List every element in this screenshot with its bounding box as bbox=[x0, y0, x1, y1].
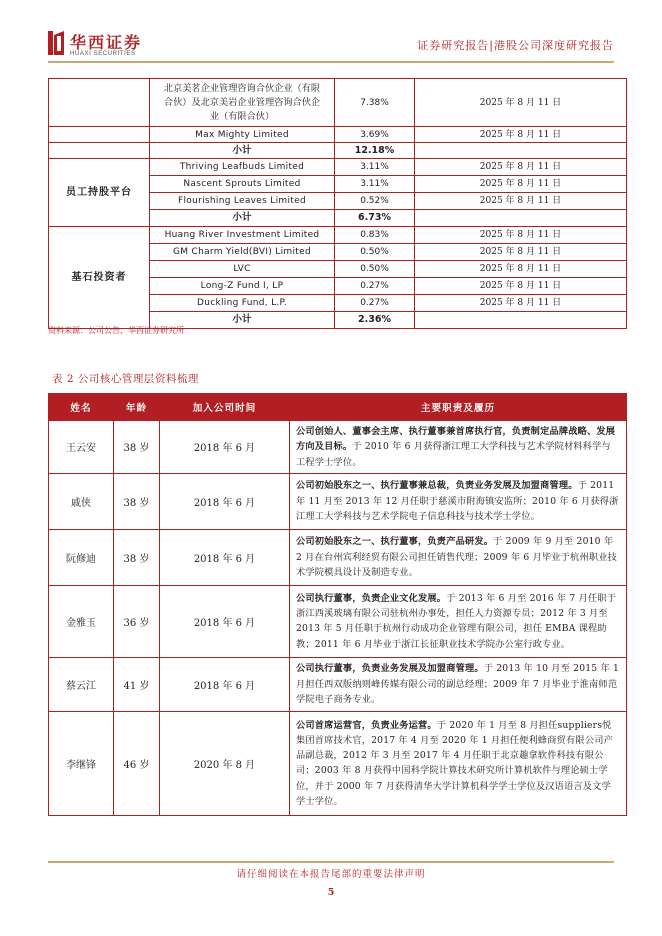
table-row bbox=[49, 529, 627, 585]
management-table bbox=[48, 393, 627, 816]
logo-text-en: HUAXI SECURITIES bbox=[70, 51, 136, 57]
lockup-date: 2025 年 8 月 11 日 bbox=[415, 261, 627, 278]
exec-role: 公司首席运营官，负责业务运营。 bbox=[296, 719, 437, 731]
subtotal-pct: 6.73% bbox=[335, 210, 415, 227]
holder-name: Long-Z Fund I, LP bbox=[150, 278, 335, 295]
holding-pct: 3.11% bbox=[335, 176, 415, 193]
holder-name: LVC bbox=[150, 261, 335, 278]
lockup-date: 2025 年 8 月 11 日 bbox=[415, 278, 627, 295]
lockup-date: 2025 年 8 月 11 日 bbox=[415, 79, 627, 127]
lockup-date: 2025 年 8 月 11 日 bbox=[415, 159, 627, 176]
holding-pct: 0.27% bbox=[335, 295, 415, 312]
category-cell bbox=[49, 127, 150, 143]
exec-age: 38 岁 bbox=[114, 529, 160, 585]
category-cornerstone: 基石投资者 bbox=[49, 227, 150, 329]
holding-pct: 0.50% bbox=[335, 244, 415, 261]
page-number: 5 bbox=[327, 887, 335, 898]
exec-joined: 2020 年 8 月 bbox=[160, 711, 290, 815]
footer-divider bbox=[48, 861, 614, 863]
holding-pct: 0.52% bbox=[335, 193, 415, 210]
lockup-date: 2025 年 8 月 11 日 bbox=[415, 193, 627, 210]
holder-name: Max Mighty Limited bbox=[150, 127, 335, 143]
table-row bbox=[49, 421, 627, 474]
exec-name: 王云安 bbox=[49, 421, 114, 474]
header-age: 年龄 bbox=[114, 394, 160, 421]
table-row bbox=[49, 159, 627, 176]
exec-bio: 于 2010 年 6 月获得浙江理工大学科技与艺术学院材料科学与工程学士学位。 bbox=[296, 441, 611, 468]
lockup-date: 2025 年 8 月 11 日 bbox=[415, 227, 627, 244]
shareholder-table bbox=[48, 78, 627, 329]
exec-role: 公司执行董事，负责企业文化发展。 bbox=[296, 592, 447, 604]
holder-name: 北京美茗企业管理咨询合伙企业（有限合伙）及北京美岩企业管理咨询合伙企业（有限合伙） bbox=[150, 79, 335, 127]
exec-description bbox=[290, 711, 627, 815]
lockup-date: 2025 年 8 月 11 日 bbox=[415, 176, 627, 193]
exec-role: 公司执行董事，负责业务发展及加盟商管理。 bbox=[296, 663, 484, 675]
holder-name: Huang River Investment Limited bbox=[150, 227, 335, 244]
company-logo bbox=[48, 30, 148, 60]
legal-disclaimer: 请仔细阅读在本报告尾部的重要法律声明 bbox=[236, 869, 426, 880]
report-type: 证券研究报告|港股公司深度研究报告 bbox=[417, 39, 614, 52]
holder-name: GM Charm Yield(BVI) Limited bbox=[150, 244, 335, 261]
exec-age: 38 岁 bbox=[114, 473, 160, 529]
exec-joined: 2018 年 6 月 bbox=[160, 473, 290, 529]
subtotal-label: 小计 bbox=[150, 143, 335, 159]
exec-joined: 2018 年 6 月 bbox=[160, 585, 290, 657]
exec-bio: 于 2011 年 11 月至 2013 年 12 月任职于慈溪市附海镇安监所；2010 年 6 月获得浙江理工大学科技与艺术学院电子信息科技与技术学士学位。 bbox=[296, 480, 619, 523]
exec-bio: 于 2013 年 6 月至 2016 年 7 月任职于浙江西溪玻璃有限公司驻杭州办事处，担任人力资源专员；2012 年 3 月至 2013 年 5 月任职于杭州行动成功企业管理有限公司，担任 EMBA 课程助教；2011 年 6 月毕业于浙江长征职业技术学院办公室行政专业。 bbox=[296, 592, 617, 650]
holding-pct: 0.27% bbox=[335, 278, 415, 295]
header-joined: 加入公司时间 bbox=[160, 394, 290, 421]
exec-description bbox=[290, 529, 627, 585]
exec-age: 41 岁 bbox=[114, 657, 160, 711]
lockup-date: 2025 年 8 月 11 日 bbox=[415, 127, 627, 143]
header-name: 姓名 bbox=[49, 394, 114, 421]
exec-joined: 2018 年 6 月 bbox=[160, 657, 290, 711]
exec-bio: 于 2020 年 1 月至 8 月担任suppliers悦集团首席技术官，2017 年 4 月至 2020 年 1 月担任便利蜂商贸有限公司产品副总裁，2012 年 3 月至 2017 年 4 月任职于北京趣拿软件科技有限公司；2003 年 8 月获得中国科学院计算技术研究所计算机软件与理论硕士学位，并于 2000 年 7 月获得清华大学计算机科学学士学位及汉语语言及文学学士学位。 bbox=[296, 719, 613, 807]
exec-age: 38 岁 bbox=[114, 421, 160, 474]
exec-name: 戚侠 bbox=[49, 473, 114, 529]
subtotal-pct: 12.18% bbox=[335, 143, 415, 159]
table-header-row bbox=[49, 394, 627, 421]
holding-pct: 3.11% bbox=[335, 159, 415, 176]
category-employee: 员工持股平台 bbox=[49, 159, 150, 227]
subtotal-label: 小计 bbox=[150, 210, 335, 227]
table-row bbox=[49, 127, 627, 143]
lockup-date: 2025 年 8 月 11 日 bbox=[415, 295, 627, 312]
table-row bbox=[49, 657, 627, 711]
exec-bio: 于 2009 年 9 月至 2010 年 2 月在台州宾利经贸有限公司担任销售代理；2009 年 6 月毕业于杭州职业技术学院模具设计及制造专业。 bbox=[296, 536, 617, 579]
exec-description bbox=[290, 473, 627, 529]
table-row bbox=[49, 585, 627, 657]
logo-text-cn: 华西证券 bbox=[70, 33, 143, 52]
holding-pct: 7.38% bbox=[335, 79, 415, 127]
table-row bbox=[49, 227, 627, 244]
table-source-note: 资料来源：公司公告，华西证券研究所 bbox=[48, 326, 184, 335]
lockup-date bbox=[415, 210, 627, 227]
holder-name: Duckling Fund, L.P. bbox=[150, 295, 335, 312]
exec-bio: 于 2013 年 10 月至 2015 年 1 月担任西双版纳则峰传媒有限公司的副总经理；2009 年 7 月毕业于淮南师范学院电子商务专业。 bbox=[296, 663, 620, 706]
exec-description bbox=[290, 421, 627, 474]
exec-joined: 2018 年 6 月 bbox=[160, 421, 290, 474]
table-caption: 表 2 公司核心管理层资料梳理 bbox=[52, 373, 199, 385]
subtotal-label: 小计 bbox=[150, 312, 335, 329]
holder-name: Nascent Sprouts Limited bbox=[150, 176, 335, 193]
table-row bbox=[49, 473, 627, 529]
table-row bbox=[49, 711, 627, 815]
exec-role: 公司创始人、董事会主席、执行董事兼首席执行官，负责制定品牌战略、发展方向及目标。 bbox=[296, 426, 616, 453]
exec-age: 36 岁 bbox=[114, 585, 160, 657]
header-role: 主要职责及履历 bbox=[290, 394, 627, 421]
exec-name: 蔡云江 bbox=[49, 657, 114, 711]
exec-description bbox=[290, 585, 627, 657]
lockup-date bbox=[415, 143, 627, 159]
exec-name: 金雅玉 bbox=[49, 585, 114, 657]
header-divider bbox=[48, 61, 614, 63]
category-cell bbox=[49, 79, 150, 127]
exec-description bbox=[290, 657, 627, 711]
lockup-date: 2025 年 8 月 11 日 bbox=[415, 244, 627, 261]
holding-pct: 0.83% bbox=[335, 227, 415, 244]
exec-age: 46 岁 bbox=[114, 711, 160, 815]
exec-name: 李继锋 bbox=[49, 711, 114, 815]
logo-mark-icon bbox=[48, 31, 64, 55]
page-header bbox=[0, 0, 662, 62]
category-cell bbox=[49, 143, 150, 159]
exec-role: 公司初始股东之一、执行董事兼总裁，负责业务发展及加盟商管理。 bbox=[296, 480, 578, 492]
exec-name: 阮修迪 bbox=[49, 529, 114, 585]
holding-pct: 3.69% bbox=[335, 127, 415, 143]
holder-name: Thriving Leafbuds Limited bbox=[150, 159, 335, 176]
exec-role: 公司初始股东之一、执行董事，负责产品研发。 bbox=[296, 536, 494, 548]
lockup-date bbox=[415, 312, 627, 329]
subtotal-pct: 2.36% bbox=[335, 312, 415, 329]
holder-name: Flourishing Leaves Limited bbox=[150, 193, 335, 210]
table-row bbox=[49, 79, 627, 127]
exec-joined: 2018 年 6 月 bbox=[160, 529, 290, 585]
subtotal-row bbox=[49, 143, 627, 159]
holding-pct: 0.50% bbox=[335, 261, 415, 278]
